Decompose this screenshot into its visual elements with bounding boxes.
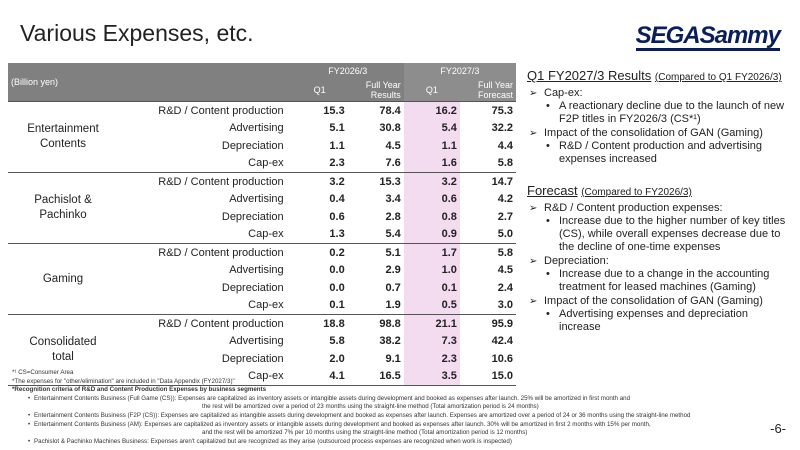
- expense-item: Advertising: [229, 122, 284, 135]
- bullet-text: Impact of the consolidation of GAN (Gaming): [544, 295, 763, 307]
- bullet-text: R&D / Content production expenses:: [544, 202, 723, 214]
- sub-bullet-list: [544, 215, 789, 254]
- q1-points-list: [527, 87, 789, 166]
- q1-fy26-value: 18.8: [292, 315, 348, 333]
- q1-fy27-value: 3.2: [404, 173, 460, 191]
- fy27-header: FY2027/3: [404, 63, 516, 79]
- q1-fy26-value: 5.8: [329, 335, 345, 348]
- sub-bullet-point: • A reactionary decline due to the launch of new F2P titles in FY2026/3 (CS*¹): [544, 100, 789, 126]
- forecast-fy27-value: 2.4: [497, 281, 513, 294]
- q1-fy27-value: 16.2: [404, 102, 460, 120]
- forecast-fy27-value: 32.2: [491, 122, 513, 135]
- full-year-fy26-value: 2.8: [385, 210, 401, 223]
- expense-item: Advertising: [229, 335, 284, 348]
- forecast-fy27-value: 4.2: [497, 193, 513, 206]
- forecast-section: [527, 183, 789, 335]
- bullet-text: Cap-ex:: [544, 87, 583, 99]
- sub-bullet-point: • Advertising expenses and depreciation increase: [544, 308, 789, 334]
- q1-fy27-value: 7.3: [404, 333, 460, 351]
- segment-name: Gaming: [8, 244, 118, 315]
- q1-fy27-value: 1.6: [404, 155, 460, 173]
- q1-fy27-value: 2.3: [404, 350, 460, 368]
- expenses-table: [8, 63, 516, 386]
- expense-item: Cap-ex: [118, 226, 292, 244]
- forecast-heading-sub: (Compared to FY2026/3): [581, 187, 692, 198]
- forecast-heading: [527, 183, 789, 198]
- q1-fy27-value: 3.5: [404, 368, 460, 386]
- full-year-fy26-value: 38.2: [379, 335, 401, 348]
- sub-bullet-point: • Increase due to a change in the accounting treatment for leased machines (Gaming): [544, 268, 789, 294]
- bullet-text: Depreciation:: [544, 255, 609, 267]
- q1-results-heading: [527, 68, 789, 83]
- footnotes: [12, 369, 772, 446]
- expense-item: Cap-ex: [118, 368, 292, 386]
- expense-item: R&D / Content production: [118, 102, 292, 120]
- bullet-point: [527, 295, 789, 334]
- table-row: [8, 102, 516, 120]
- fy26-q1-header: Q1: [313, 85, 326, 95]
- q1-heading-sub: (Compared to Q1 FY2026/3): [654, 72, 782, 83]
- expense-item: Advertising: [229, 264, 284, 277]
- forecast-fy27-value: 2.7: [497, 210, 513, 223]
- segment-name: Entertainment Contents: [8, 102, 118, 173]
- q1-fy26-value: 5.1: [329, 122, 345, 135]
- q1-results-section: [527, 68, 789, 167]
- q1-fy26-value: 0.0: [329, 264, 345, 277]
- table-row: [8, 244, 516, 262]
- q1-fy27-value: 1.1: [404, 137, 460, 155]
- sub-bullet-list: [544, 308, 789, 334]
- q1-fy26-value: 1.1: [329, 139, 345, 152]
- fy27-fy-text: Full Year Forecast: [477, 80, 513, 100]
- q1-fy27-value: 1.0: [404, 262, 460, 280]
- fy27-full-year-header: [460, 79, 516, 102]
- q1-fy26-value: 4.1: [292, 368, 348, 386]
- note-am-cont: and the rest will be amortized 7% per 10 months using the straight-line method (Total amortization period is 12 months): [202, 429, 528, 437]
- note-full-game-cont: the rest will be amortized over a period of 23 months using the straight-line method (Total amortization period is 24 months): [202, 403, 539, 411]
- full-year-fy26-value: 15.3: [348, 173, 404, 191]
- full-year-fy26-value: 78.4: [348, 102, 404, 120]
- forecast-heading-text: Forecast: [527, 183, 578, 198]
- page-number: -6-: [770, 421, 786, 436]
- bullet-text: Impact of the consolidation of GAN (Gaming): [544, 127, 763, 139]
- full-year-fy26-value: 16.5: [348, 368, 404, 386]
- segment-name: Pachislot & Pachinko: [8, 173, 118, 244]
- q1-fy27-value: 0.5: [404, 297, 460, 315]
- sub-bullet-point: • R&D / Content production and advertising expenses increased: [544, 140, 789, 166]
- bullet-point: [527, 87, 789, 126]
- q1-fy26-value: 0.4: [329, 193, 345, 206]
- q1-fy27-value: 0.1: [404, 279, 460, 297]
- forecast-fy27-value: 10.6: [491, 352, 513, 365]
- logo-text: SEGASammy: [635, 22, 780, 49]
- note-f2p: • Entertainment Contents Business (F2P (CS)): Expenses are capitalized as intangible assets during development and booked as expenses after launch. Expenses are amortized over a period of 24 or 36 months using the straight-line method: [12, 412, 772, 421]
- forecast-fy27-value: 14.7: [460, 173, 516, 191]
- company-logo: [636, 22, 780, 51]
- q1-fy27-value: 1.7: [404, 244, 460, 262]
- full-year-fy26-value: 1.9: [348, 297, 404, 315]
- forecast-fy27-value: 95.9: [460, 315, 516, 333]
- note-criteria: *Recognition criteria of R&D and Content Production Expenses by business segments: [12, 386, 267, 394]
- note-other: *The expenses for "other/elimination" are included in "Data Appendix (FY2027/3)": [12, 377, 235, 385]
- q1-heading-text: Q1 FY2027/3 Results: [527, 68, 652, 83]
- q1-fy26-value: 0.0: [329, 281, 345, 294]
- forecast-fy27-value: 42.4: [491, 335, 513, 348]
- table-body: [8, 102, 516, 386]
- full-year-fy26-value: 5.4: [348, 226, 404, 244]
- q1-fy26-value: 1.3: [292, 226, 348, 244]
- q1-fy26-value: 0.1: [292, 297, 348, 315]
- forecast-fy27-value: 15.0: [460, 368, 516, 386]
- forecast-fy27-value: 4.4: [497, 139, 513, 152]
- full-year-fy26-value: 2.9: [385, 264, 401, 277]
- note-am: • Entertainment Contents Business (AM): Expenses are capitalized as inventory assets or intangible assets during development and booked as expenses after launch. 30% will be amortized in first 2 months with 15% per month,: [12, 421, 772, 430]
- forecast-fy27-value: 75.3: [460, 102, 516, 120]
- bullet-point: [527, 202, 789, 254]
- expense-item: R&D / Content production: [118, 173, 292, 191]
- q1-fy27-value: 0.6: [404, 191, 460, 209]
- full-year-fy26-value: 4.5: [385, 139, 401, 152]
- fy26-header: FY2026/3: [328, 66, 368, 76]
- sub-bullet-point: • Increase due to the higher number of key titles (CS), while overall expenses decrease due to the decline of one-time expenses: [544, 215, 789, 254]
- sub-bullet-list: [544, 140, 789, 166]
- expense-item: Depreciation: [221, 281, 284, 294]
- full-year-fy26-value: 3.4: [385, 193, 401, 206]
- q1-fy26-value: 2.3: [292, 155, 348, 173]
- unit-label: (Billion yen): [11, 77, 59, 87]
- bullet-point: [527, 127, 789, 166]
- forecast-points-list: [527, 202, 789, 334]
- full-year-fy26-value: 0.7: [385, 281, 401, 294]
- q1-fy26-value: 0.2: [292, 244, 348, 262]
- table-row: [8, 315, 516, 333]
- sub-bullet-list: [544, 268, 789, 294]
- expense-item: R&D / Content production: [118, 244, 292, 262]
- expense-item: Depreciation: [221, 139, 284, 152]
- q1-fy26-value: 15.3: [292, 102, 348, 120]
- full-year-fy26-value: 30.8: [379, 122, 401, 135]
- q1-fy27-value: 21.1: [404, 315, 460, 333]
- sub-bullet-list: [544, 100, 789, 126]
- forecast-fy27-value: 3.0: [460, 297, 516, 315]
- forecast-fy27-value: 5.8: [460, 155, 516, 173]
- note-cs: *¹ CS=Consumer Area: [12, 369, 74, 376]
- expense-item: Cap-ex: [118, 155, 292, 173]
- forecast-fy27-value: 5.0: [460, 226, 516, 244]
- bullet-point: [527, 255, 789, 294]
- full-year-fy26-value: 7.6: [348, 155, 404, 173]
- q1-fy26-value: 3.2: [292, 173, 348, 191]
- q1-fy27-value: 0.9: [404, 226, 460, 244]
- full-year-fy26-value: 5.1: [348, 244, 404, 262]
- expense-item: Advertising: [229, 193, 284, 206]
- fy26-full-year-header: [348, 79, 404, 102]
- q1-fy26-value: 0.6: [329, 210, 345, 223]
- forecast-fy27-value: 5.8: [460, 244, 516, 262]
- expense-item: Depreciation: [221, 352, 284, 365]
- expense-item: Cap-ex: [118, 297, 292, 315]
- note-pachislot: • Pachislot & Pachinko Machines Business: Expenses aren't capitalized but are recognized as they arise (outsourced process expenses are recognized when work is inspected): [12, 438, 772, 447]
- segment-name: Consolidated total: [8, 315, 118, 386]
- q1-fy26-value: 2.0: [329, 352, 345, 365]
- fy26-fy-text: Full Year Results: [365, 80, 401, 100]
- expense-item: Depreciation: [221, 210, 284, 223]
- table-row: [8, 173, 516, 191]
- page-title: Various Expenses, etc.: [20, 20, 254, 46]
- full-year-fy26-value: 9.1: [385, 352, 401, 365]
- full-year-fy26-value: 98.8: [348, 315, 404, 333]
- expense-item: R&D / Content production: [118, 315, 292, 333]
- forecast-fy27-value: 4.5: [497, 264, 513, 277]
- note-full-game: • Entertainment Contents Business (Full Game (CS)): Expenses are capitalized as inventory assets or intangible assets during development and booked as expenses after launch. 25% will be amortized in first month and: [12, 395, 772, 404]
- q1-fy27-value: 5.4: [404, 120, 460, 138]
- q1-fy27-value: 0.8: [404, 208, 460, 226]
- fy27-q1-header: Q1: [404, 79, 460, 102]
